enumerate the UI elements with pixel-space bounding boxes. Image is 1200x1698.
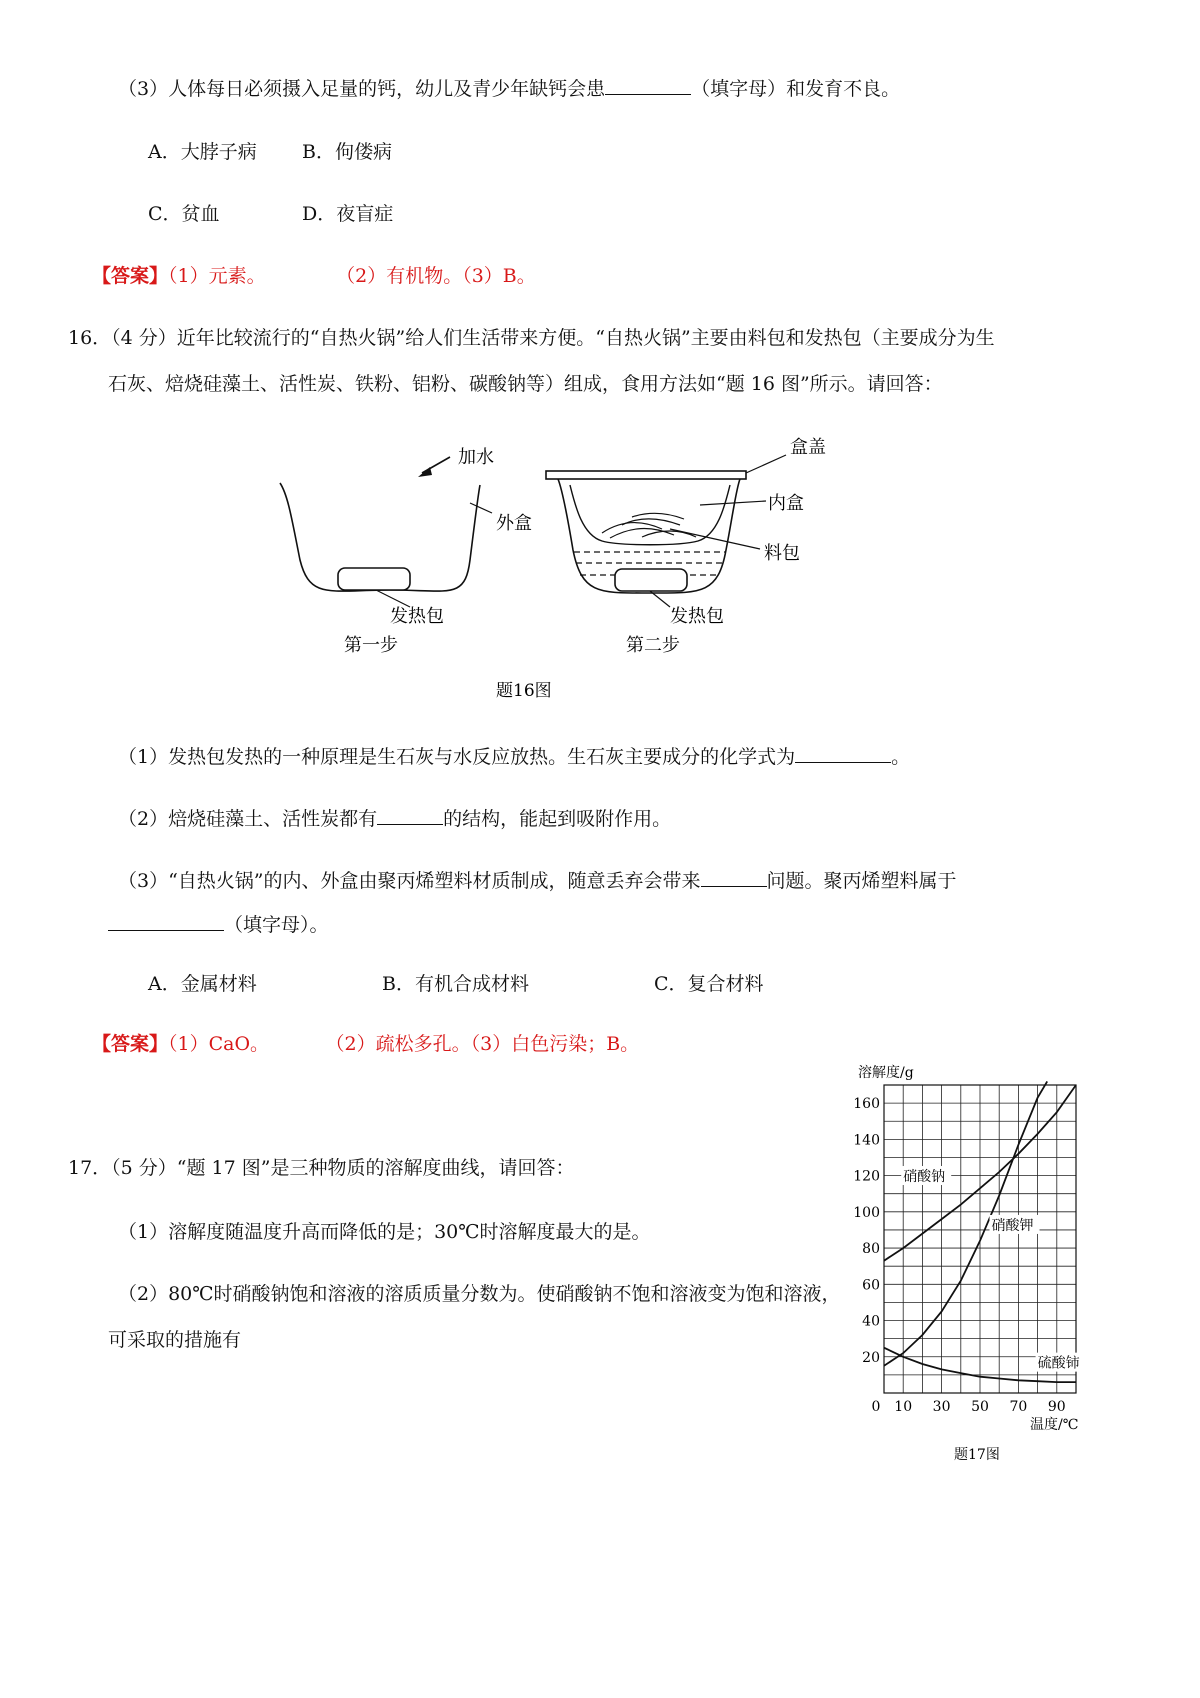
y-tick-label: 20 [862, 1349, 880, 1366]
q16-stem-line1: 16．（4 分）近年比较流行的“自热火锅”给人们生活带来方便。“自热火锅”主要由料包和发热包（主要成分为生 [68, 327, 995, 349]
q16-answer [92, 1030, 639, 1058]
q15-option-d [302, 200, 393, 228]
q15-answer-blank [605, 74, 691, 95]
step2-inner-box [570, 485, 730, 545]
x-tick-label: 70 [1009, 1399, 1028, 1415]
option-key: C． [654, 973, 688, 995]
y-tick-label: 140 [853, 1132, 880, 1149]
q17-part2-line2: 可采取的措施有 [108, 1329, 242, 1351]
option-text: 佝偻病 [334, 141, 392, 163]
label-heat-pack-1: 发热包 [390, 606, 444, 627]
chart-xlabel: 温度/℃ [1030, 1417, 1079, 1433]
label-step2: 第二步 [626, 635, 680, 656]
q15-part3 [118, 74, 900, 103]
option-text: 复合材料 [687, 973, 764, 995]
q16-part3-tail: 问题。聚丙烯塑料属于 [766, 870, 957, 892]
step2-lid [546, 471, 746, 479]
q16-part1-tail: 。 [891, 746, 911, 768]
q15-part3-text: （3）人体每日必须摄入足量的钙，幼儿及青少年缺钙会患 [118, 78, 606, 100]
y-tick-label: 40 [862, 1313, 880, 1330]
option-text: 金属材料 [180, 973, 257, 995]
answer-part2: （2）有机物。（3）B。 [345, 265, 536, 287]
q16-part2 [118, 804, 671, 833]
q16-part2-tail: 的结构，能起到吸附作用。 [443, 808, 672, 830]
option-key: C． [148, 203, 182, 225]
step2-heat-pack [615, 569, 687, 591]
q16-part3-blank1 [701, 866, 767, 887]
q17-part1: （1）溶解度随温度升高而降低的是；30℃时溶解度最大的是。 [118, 1221, 651, 1243]
option-key: A． [148, 141, 181, 163]
q16-option-b [382, 970, 529, 998]
q16-part3 [118, 866, 957, 895]
chart-caption: 题17图 [954, 1447, 1000, 1463]
x-tick-label: 90 [1047, 1399, 1066, 1415]
q16-part3-blank2 [108, 910, 224, 931]
option-text: 贫血 [181, 203, 220, 225]
q17-part2-line1: （2）80℃时硝酸钠饱和溶液的溶质质量分数为。使硝酸钠不饱和溶液变为饱和溶液， [118, 1283, 841, 1305]
q15-option-a [148, 138, 257, 166]
q16-part2-text: （2）焙烧硅藻土、活性炭都有 [118, 808, 378, 830]
q15-option-c [148, 200, 220, 228]
label-heat-pack-2: 发热包 [670, 606, 724, 627]
step1-heat-pack [338, 568, 410, 590]
answer-tag: 【答案】 [92, 1033, 169, 1055]
option-text: 大脖子病 [180, 141, 257, 163]
leader-food-pack [670, 529, 760, 549]
chart-ylabel: 溶解度/g [858, 1065, 914, 1081]
answer-part1: （1）CaO。 [168, 1033, 270, 1055]
label-outer-box: 外盒 [496, 513, 532, 534]
label-inner-box: 内盒 [768, 493, 804, 514]
leader-outer-box [470, 503, 492, 513]
leader-lid [746, 455, 786, 473]
label-step1: 第一步 [344, 635, 398, 656]
q16-part3-line2-tail: （填字母）。 [224, 914, 329, 936]
q16-part2-blank [377, 804, 443, 825]
q16-stem-line2: 石灰、焙烧硅藻土、活性炭、铁粉、铝粉、碳酸钠等）组成，食用方法如“题 16 图”所示。请回答： [108, 373, 943, 395]
answer-tag: 【答案】 [92, 265, 169, 287]
y-tick-label: 80 [862, 1241, 880, 1258]
q16-part3-line2 [108, 910, 329, 939]
q16-option-c [654, 970, 764, 998]
q15-part3-tail: （填字母）和发育不良。 [691, 78, 901, 100]
x-tick-label: 50 [971, 1399, 989, 1415]
option-text: 有机合成材料 [414, 973, 529, 995]
option-key: D． [302, 203, 337, 225]
y-tick-label: 100 [853, 1204, 880, 1221]
y-tick-label: 120 [853, 1168, 880, 1185]
option-text: 夜盲症 [336, 203, 394, 225]
food-pack-lines [602, 513, 696, 538]
x-tick-label: 30 [932, 1399, 951, 1415]
answer-part2: （2）疏松多孔。（3）白色污染；B。 [335, 1033, 640, 1055]
chart-series-labels [901, 1166, 1085, 1372]
series-label: 硫酸铈 [1037, 1355, 1080, 1372]
label-lid: 盒盖 [790, 437, 826, 458]
q16-part3-text: （3）“自热火锅”的内、外盒由聚丙烯塑料材质制成，随意丢弃会带来 [118, 870, 701, 892]
q16-part1 [118, 742, 910, 771]
label-add-water: 加水 [458, 447, 494, 468]
answer-part1: （1）元素。 [168, 265, 266, 287]
option-key: A． [148, 973, 181, 995]
leader-heat-pack-1 [376, 590, 410, 607]
series-label: 硝酸钠 [903, 1169, 946, 1186]
y-tick-label: 160 [853, 1096, 880, 1113]
q15-answer [92, 262, 536, 290]
label-food-pack: 料包 [764, 543, 800, 564]
figure-caption: 题16图 [496, 681, 552, 701]
chart-y-ticks [853, 1096, 880, 1366]
y-tick-label: 60 [862, 1277, 880, 1294]
q16-option-a [148, 970, 257, 998]
chart-x-ticks [872, 1399, 1066, 1415]
q16-part1-blank [795, 742, 891, 763]
q15-option-b [302, 138, 392, 166]
x-tick-label: 10 [894, 1399, 913, 1415]
leader-inner-box [700, 501, 766, 505]
x-tick-label: 0 [871, 1399, 881, 1415]
option-key: B． [382, 973, 415, 995]
q16-part1-text: （1）发热包发热的一种原理是生石灰与水反应放热。生石灰主要成分的化学式为 [118, 746, 796, 768]
series-label: 硝酸钾 [991, 1217, 1034, 1234]
q17-stem: 17．（5 分）“题 17 图”是三种物质的溶解度曲线，请回答： [68, 1157, 575, 1179]
solubility-chart [850, 1055, 1090, 1475]
q16-figure [270, 425, 870, 735]
option-key: B． [302, 141, 335, 163]
arrow-head-icon [418, 467, 432, 477]
